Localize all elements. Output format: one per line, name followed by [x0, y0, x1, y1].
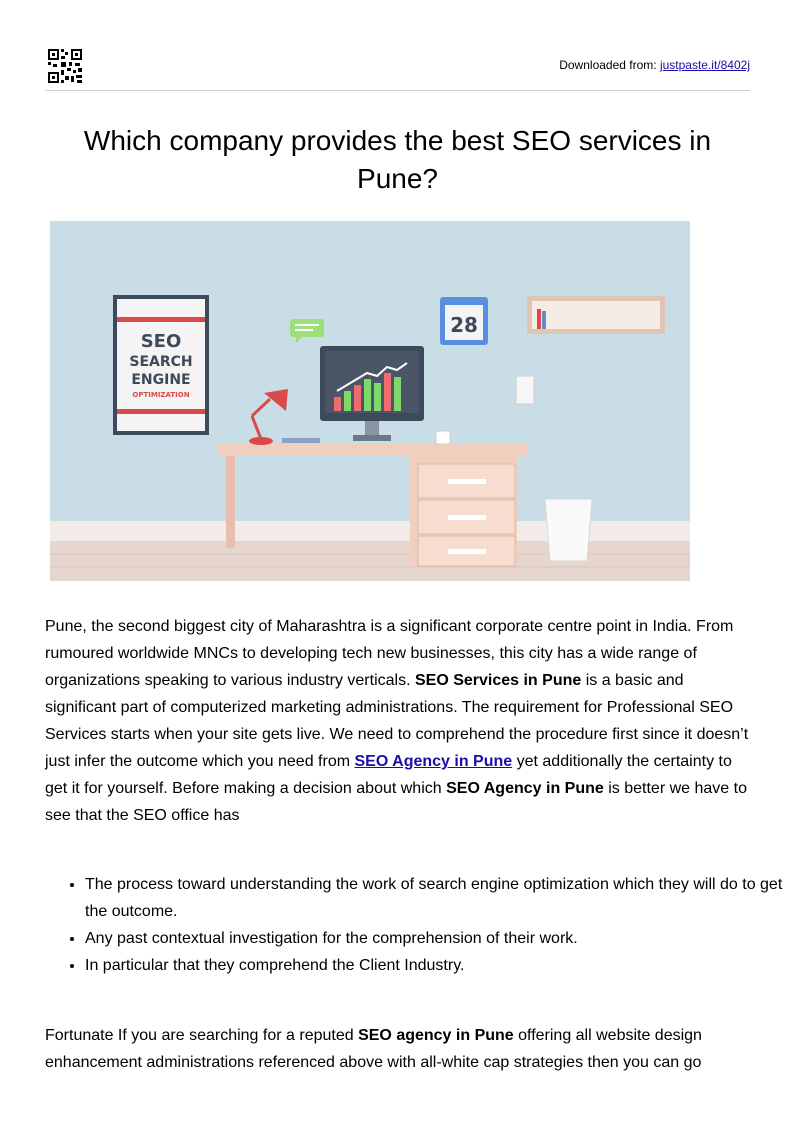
paragraph-text: Fortunate If you are searching for a reputed [45, 1027, 359, 1044]
source-link[interactable]: justpaste.it/8402j [659, 58, 750, 72]
closing-paragraph [45, 1022, 753, 1076]
list-item: • The process toward understanding the work of search engine optimization which they will do to get the outcome. [85, 871, 793, 925]
poster-line: SEARCH [129, 354, 193, 370]
download-source [559, 58, 750, 72]
paragraph-text: is better we have to see that the SEO office has [45, 780, 747, 824]
bold-keyword: SEO Agency in Pune [446, 780, 604, 797]
download-label: Downloaded from: [559, 58, 660, 72]
hero-image [50, 221, 690, 581]
books [282, 438, 320, 443]
bold-keyword: SEO Services in Pune [414, 672, 582, 689]
qr-code-icon [47, 48, 83, 84]
mug [436, 431, 450, 444]
paragraph-text: yet additionally the certainty to get it for yourself. Before making a decision about which [45, 753, 732, 797]
poster-line: ENGINE [131, 372, 191, 388]
bold-keyword: SEO agency in Pune [358, 1027, 514, 1044]
bullet-list [45, 871, 793, 979]
page-header [45, 46, 750, 91]
calendar-icon [440, 297, 488, 345]
list-item: • In particular that they comprehend the Client Industry. [85, 952, 793, 979]
wall-shelf [527, 296, 665, 334]
poster-line: OPTIMIZATION [132, 391, 190, 399]
paragraph-text: offering all website design enhancement administrations referenced above with all-white cap strategies then you can go [45, 1027, 702, 1071]
intro-paragraph [45, 613, 753, 829]
poster-line: SEO [140, 331, 182, 352]
seo-agency-link[interactable] [355, 753, 513, 770]
calendar-day: 28 [450, 313, 478, 337]
seo-poster [113, 295, 209, 435]
paragraph-text: is a basic and significant part of computerized marketing administrations. The requirement for Professional SEO Services starts when your site gets live. We need to comprehend the procedure first since it doesn’t just infer the outcome which you need from [45, 672, 749, 770]
waste-bin [545, 499, 592, 561]
page-title: Which company provides the best SEO services in Pune? [83, 125, 712, 194]
list-item: • Any past contextual investigation for the comprehension of their work. [85, 925, 793, 952]
link-text: SEO Agency in Pune [354, 753, 513, 770]
paragraph-text: Pune, the second biggest city of Maharashtra is a significant corporate centre point in India. From rumoured worldwide MNCs to developing tech new businesses, this city has a wide range of organizations speaking to various industry verticals. [45, 618, 734, 689]
light-switch [516, 376, 534, 404]
